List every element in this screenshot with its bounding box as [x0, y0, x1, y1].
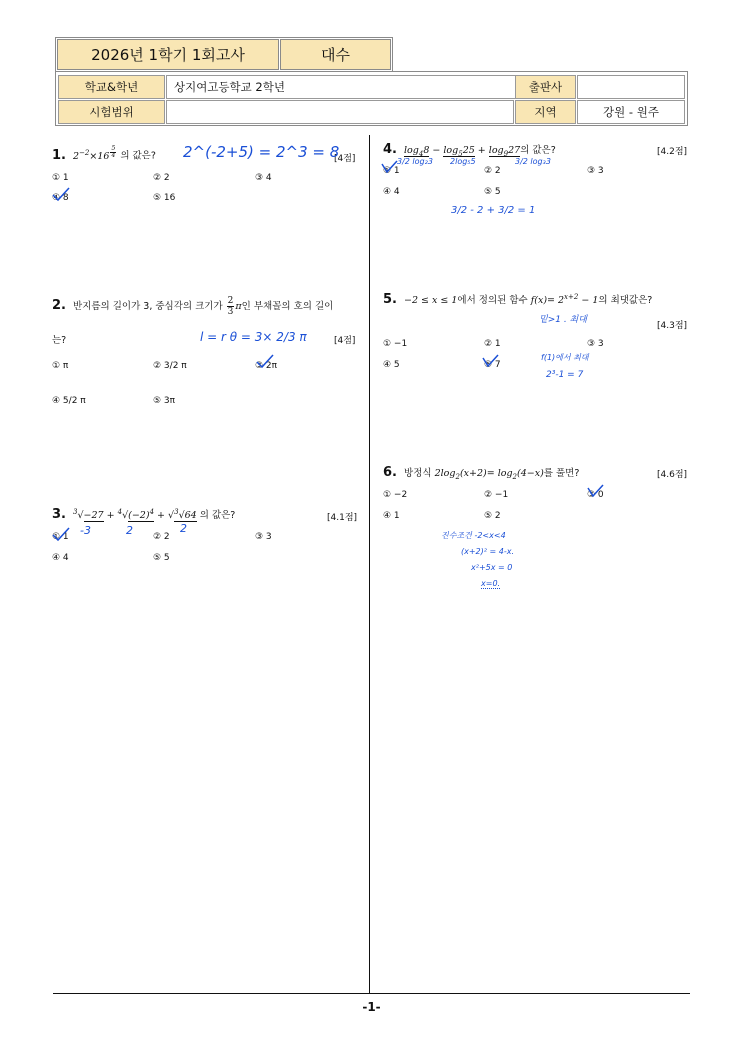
page-number: -1-	[362, 1000, 381, 1014]
q2-handwriting: l = r θ = 3× 2/3 π	[200, 330, 307, 344]
q2-text-c: 는?	[52, 335, 67, 346]
q4-option-2[interactable]: ② 2	[484, 166, 501, 176]
question-6	[383, 465, 579, 481]
question-number: 5.	[383, 292, 397, 307]
q6-option-1[interactable]: ① −2	[383, 490, 408, 500]
range-label: 시험범위	[58, 100, 165, 124]
q4-handwriting-2: 2log₅5	[450, 157, 476, 166]
publisher-label: 출판사	[515, 75, 576, 99]
q4-option-1[interactable]: ① 1	[383, 166, 400, 176]
q5-option-1[interactable]: ① −1	[383, 339, 408, 349]
q3-option-3[interactable]: ③ 3	[255, 532, 272, 542]
q4-option-4[interactable]: ④ 4	[383, 187, 400, 197]
q1-check-mark	[50, 186, 72, 204]
q1-text: 의 값은?	[120, 150, 156, 162]
region-label: 지역	[515, 100, 576, 124]
q3-option-2[interactable]: ② 2	[153, 532, 170, 542]
q1-option-4[interactable]: ④ 8	[52, 193, 69, 203]
q2-option-2[interactable]: ② 3/2 π	[153, 361, 187, 371]
q4-option-5[interactable]: ⑤ 5	[484, 187, 501, 197]
school-value: 상지여고등학교 2학년	[166, 75, 571, 99]
q4-handwriting-1: 3/2 log₂3	[397, 157, 433, 166]
q5-handwriting-2: f(1)에서 최대	[541, 353, 589, 362]
question-2: 2. 반지름의 길이가 3, 중심각의 크기가 $\frac{2}{3}$ π인 부채꼴의 호의 길이	[52, 296, 334, 317]
q6-option-4[interactable]: ④ 1	[383, 511, 400, 521]
q6-equation: $2\log_2(x+2)= \log_2(4-x)$	[434, 468, 544, 481]
q2-option-5[interactable]: ⑤ 3π	[153, 396, 176, 406]
q5-handwriting-1: 밑>1 . 최대	[539, 315, 587, 325]
question-1	[52, 146, 156, 163]
q5-option-2[interactable]: ② 1	[484, 339, 501, 349]
q6-text-a: 방정식	[404, 468, 432, 479]
q5-domain: −2 ≤ x ≤ 1	[404, 295, 458, 306]
q6-handwriting-3: x²+5x = 0	[471, 563, 513, 572]
q5-option-3[interactable]: ③ 3	[587, 339, 604, 349]
q6-option-2[interactable]: ② −1	[484, 490, 509, 500]
q2-text-a: 반지름의 길이가 3, 중심각의 크기가	[73, 301, 223, 312]
q6-score: [4.6점]	[657, 470, 688, 480]
region-value: 강원 - 원주	[577, 100, 685, 124]
q4-option-3[interactable]: ③ 3	[587, 166, 604, 176]
q3-text: 의 값은?	[199, 510, 236, 521]
question-number: 3.	[52, 507, 66, 522]
q2-fraction: $\frac{2}{3}$	[227, 296, 234, 317]
question-4	[383, 142, 556, 158]
q1-option-3[interactable]: ③ 4	[255, 173, 272, 183]
q6-check-mark	[586, 484, 606, 500]
q2-option-3[interactable]: ③ 2π	[255, 361, 278, 371]
q5-function: $f(x)= 2^{x+2} - 1$	[530, 292, 599, 306]
footer-rule	[53, 993, 690, 994]
q1-handwriting: 2^(-2+5) = 2^3 = 8	[183, 143, 340, 161]
column-divider	[369, 135, 370, 993]
q5-text-b: 의 최댓값은?	[598, 295, 653, 306]
question-number: 4.	[383, 142, 397, 157]
q2-score: [4점]	[334, 336, 356, 346]
q3-option-4[interactable]: ④ 4	[52, 553, 69, 563]
q4-expression: $\log_48 - \log_525 + \log_927$	[404, 145, 521, 158]
q6-option-5[interactable]: ⑤ 2	[484, 511, 501, 521]
q3-check-mark	[50, 526, 72, 544]
school-label: 학교&학년	[58, 75, 165, 99]
q2-option-4[interactable]: ④ 5/2 π	[52, 396, 86, 406]
q6-option-3[interactable]: ③ 0	[587, 490, 604, 500]
subject-title: 대수	[280, 39, 391, 70]
q6-handwriting-1: 진수조건 -2<x<4	[441, 531, 506, 540]
question-3	[52, 507, 235, 522]
q5-option-5[interactable]: ⑤ 7	[484, 360, 501, 370]
range-value	[166, 100, 514, 124]
q5-text-a: 에서 정의된 함수	[457, 295, 528, 306]
exam-title: 2026년 1학기 1회고사	[57, 39, 279, 70]
q1-option-2[interactable]: ② 2	[153, 173, 170, 183]
q2-option-1[interactable]: ① π	[52, 361, 69, 371]
q3-score: [4.1점]	[327, 513, 358, 523]
q3-option-5[interactable]: ⑤ 5	[153, 553, 170, 563]
question-number: 6.	[383, 465, 397, 480]
q1-option-5[interactable]: ⑤ 16	[153, 193, 176, 203]
q4-handwriting-4: 3/2 - 2 + 3/2 = 1	[451, 205, 536, 216]
question-number: 2.	[52, 298, 66, 313]
question-5	[383, 292, 652, 307]
q4-text: 의 값은?	[520, 145, 556, 156]
question-number: 1.	[52, 147, 66, 163]
q5-score: [4.3점]	[657, 321, 688, 331]
q1-option-1[interactable]: ① 1	[52, 173, 69, 183]
q6-handwriting-4: x=0.	[481, 579, 501, 588]
q5-check-mark	[481, 354, 501, 370]
q3-handwriting-1: -3	[80, 524, 91, 537]
q3-expression: $^3√-27 + ^4√(-2)^4 + √^3√64$	[73, 507, 197, 521]
q3-handwriting-2: 2	[126, 524, 133, 537]
q3-option-1[interactable]: ① 1	[52, 532, 69, 542]
q5-option-4[interactable]: ④ 5	[383, 360, 400, 370]
q4-check-mark	[380, 160, 400, 176]
publisher-value	[577, 75, 685, 99]
q6-text-b: 를 풀면?	[543, 468, 580, 479]
q1-expression: $2^{-2}\times 16$ $^{\frac{5}{4}}$	[73, 145, 116, 162]
q3-handwriting-3: 2	[180, 522, 187, 535]
q5-handwriting-3: 2³-1 = 7	[546, 370, 584, 380]
q4-score: [4.2점]	[657, 147, 688, 157]
q2-check-mark	[254, 353, 276, 371]
q6-handwriting-2: (x+2)² = 4-x.	[461, 547, 515, 556]
q1-score: [4점]	[334, 154, 356, 164]
info-table	[55, 71, 688, 126]
q4-handwriting-3: 3/2 log₃3	[515, 157, 551, 166]
q2-text-b: 인 부채꼴의 호의 길이	[241, 301, 334, 312]
